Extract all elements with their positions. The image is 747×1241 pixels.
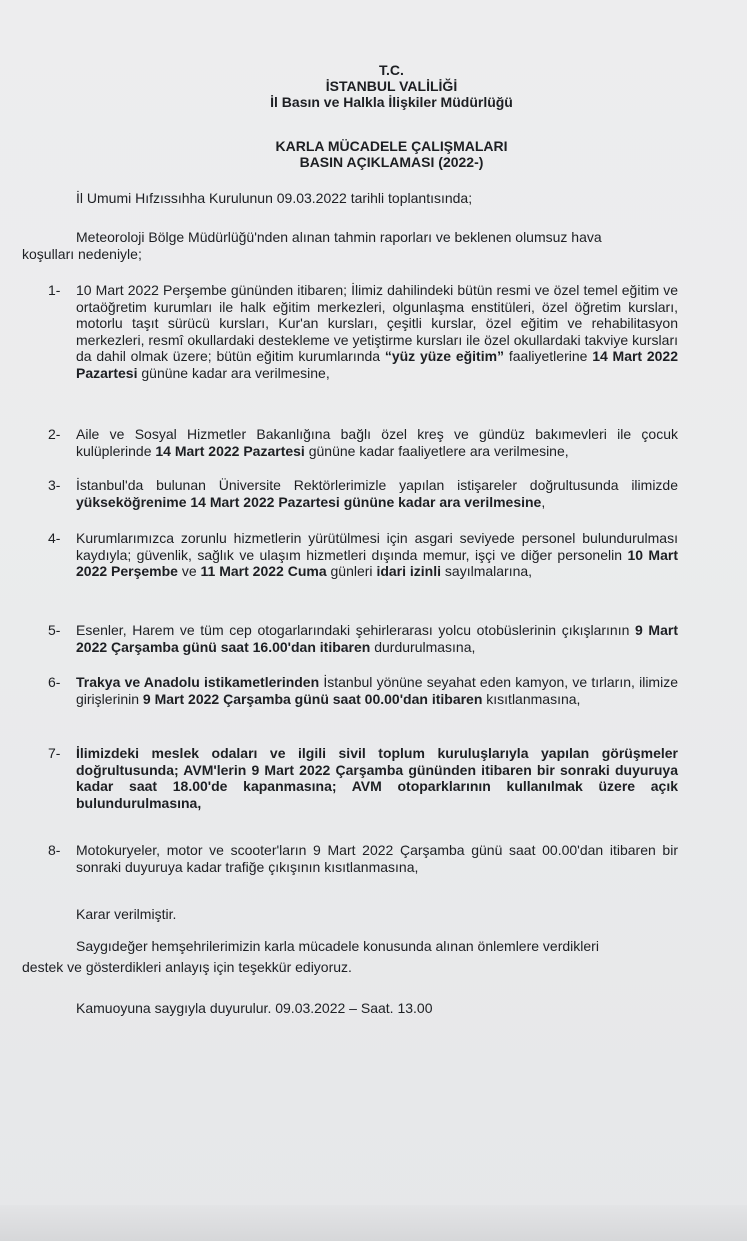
list-item-text — [76, 530, 678, 580]
list-item-number: 4- — [48, 530, 61, 546]
document-title — [0, 138, 747, 170]
list-item-text — [76, 674, 678, 707]
list-item-text — [76, 745, 678, 811]
page-bottom-edge — [0, 1205, 747, 1241]
list-item-3 — [48, 477, 678, 510]
header-directorate: İl Basın ve Halkla İlişkiler Müdürlüğü — [270, 94, 513, 110]
list-item-text — [76, 282, 678, 381]
text-run-bold: 10 Mart 2022 Perşembe — [76, 546, 678, 579]
list-item-2 — [48, 426, 678, 459]
list-item-text — [76, 477, 678, 510]
text-run: ve — [177, 563, 201, 579]
list-item-text — [76, 426, 678, 459]
title-line-1: KARLA MÜCADELE ÇALIŞMALARI — [275, 138, 508, 154]
reason-line-2: koşulları nedeniyle; — [22, 246, 142, 262]
text-run-bold: 9 Mart 2022 Çarşamba günü saat 00.00'dan itibaren — [142, 690, 483, 707]
text-run-bold: Trakya ve Anadolu istikametlerinden — [76, 674, 320, 690]
text-run-bold: “yüz yüze eğitim” — [384, 348, 505, 364]
text-run-bold: 9 Mart 2022 Çarşamba günü saat 16.00'dan itibaren — [76, 622, 678, 655]
list-item-number: 1- — [48, 282, 61, 298]
text-run: kısıtlanmasına, — [482, 690, 581, 707]
list-item-text — [76, 842, 678, 875]
list-item-8 — [48, 842, 678, 875]
document-header — [0, 62, 747, 110]
title-line-2: BASIN AÇIKLAMASI (2022-) — [299, 154, 484, 170]
list-item-7 — [48, 745, 678, 811]
list-item-6 — [48, 674, 678, 707]
list-item-1 — [48, 282, 678, 381]
thanks-line-2: destek ve gösterdikleri anlayış için teşekkür ediyoruz. — [22, 959, 352, 975]
text-run: İstanbul'da bulunan Üniversite Rektörlerimizle yapılan istişareler doğrultusunda ilimizde — [76, 477, 678, 493]
list-item-number: 2- — [48, 426, 61, 442]
text-run-bold: yükseköğrenime 14 Mart 2022 Pazartesi gününe kadar ara verilmesine — [76, 493, 542, 510]
text-run: Esenler, Harem ve tüm cep otogarlarındaki şehirlerarası yolcu otobüslerinin çıkışlarının — [76, 622, 636, 638]
list-item-number: 3- — [48, 477, 61, 493]
list-item-5 — [48, 622, 678, 655]
text-run: sayılmalarına, — [441, 563, 533, 579]
text-run: Aile ve Sosyal Hizmetler Bakanlığına bağlı özel kreş ve gündüz bakımevleri ile çocuk kulüplerinde — [76, 426, 678, 459]
list-item-4 — [48, 530, 678, 580]
text-run: Motokuryeler, motor ve scooter'ların 9 Mart 2022 Çarşamba günü saat 00.00'dan itibaren bir sonraki duyuruya kadar trafiğe çıkışının kısıtlanmasına, — [76, 842, 678, 875]
text-run: , — [541, 493, 546, 510]
list-item-number: 6- — [48, 674, 61, 690]
list-item-number: 5- — [48, 622, 61, 638]
reason-line-1: Meteoroloji Bölge Müdürlüğü'nden alınan tahmin raporları ve beklenen olumsuz hava — [76, 229, 602, 245]
text-run: 10 Mart 2022 Perşembe gününden itibaren; İlimiz dahilindeki bütün resmi ve özel temel eğitim ve ortaöğretim kurumları ile halk eğitim merkezleri, olgunlaşma enstitüleri, özel öğretim kursları, motorlu taşıt sürücü kursları, Kur'an kursları, çeşitli kurslar, özel eğitim ve rehabilitasyon merkezleri, resmî okullardaki destekleme ve yetiştirme kursları ile özel okullardaki takviye kursları da dahil olmak üzere; bütün eğitim kurumlarında — [76, 282, 678, 364]
text-run-bold: 11 Mart 2022 Cuma — [200, 563, 327, 579]
text-run-bold: 14 Mart 2022 Pazartesi — [76, 348, 679, 381]
thanks-line-1: Saygıdeğer hemşehrilerimizin karla mücadele konusunda alınan önlemlere verdikleri — [76, 938, 599, 954]
text-run: gününe kadar ara verilmesine, — [137, 364, 330, 381]
list-item-number: 7- — [48, 745, 61, 761]
text-run-bold: idari izinli — [376, 563, 442, 579]
list-item-number: 8- — [48, 842, 61, 858]
decision-text: Karar verilmiştir. — [76, 906, 177, 922]
text-run: faaliyetlerine — [504, 348, 593, 364]
text-run: İstanbul yönüne seyahat eden kamyon, ve tırların, ilimize girişlerinin — [76, 674, 678, 707]
text-run-bold: 14 Mart 2022 Pazartesi — [155, 442, 305, 459]
text-run: günleri — [326, 563, 377, 579]
closing-statement: Kamuoyuna saygıyla duyurulur. 09.03.2022 – Saat. 13.00 — [76, 1000, 433, 1016]
text-run: durdurulmasına, — [370, 638, 476, 655]
text-run: gününe kadar faaliyetlere ara verilmesine, — [304, 442, 569, 459]
intro-paragraph: İl Umumi Hıfzıssıhha Kurulunun 09.03.2022 tarihli toplantısında; — [76, 190, 473, 206]
text-run: Kurumlarımızca zorunlu hizmetlerin yürütülmesi için asgari seviyede personel bulundurulması kaydıyla; güvenlik, sağlık ve ulaşım hizmetleri dışında memur, işçi ve diğer personelin — [76, 530, 678, 563]
header-governorship: İSTANBUL VALİLİĞİ — [325, 78, 458, 94]
list-item-text — [76, 622, 678, 655]
header-tc: T.C. — [379, 62, 404, 78]
text-run-bold: İlimizdeki meslek odaları ve ilgili sivil toplum kuruluşlarıyla yapılan görüşmeler doğrultusunda; AVM'lerin 9 Mart 2022 Çarşamba gününden itibaren bir sonraki duyuruya kadar saat 18.00'de kapanmasına; AVM otoparklarının kullanılmak üzere açık bulundurulmasına, — [76, 745, 678, 811]
